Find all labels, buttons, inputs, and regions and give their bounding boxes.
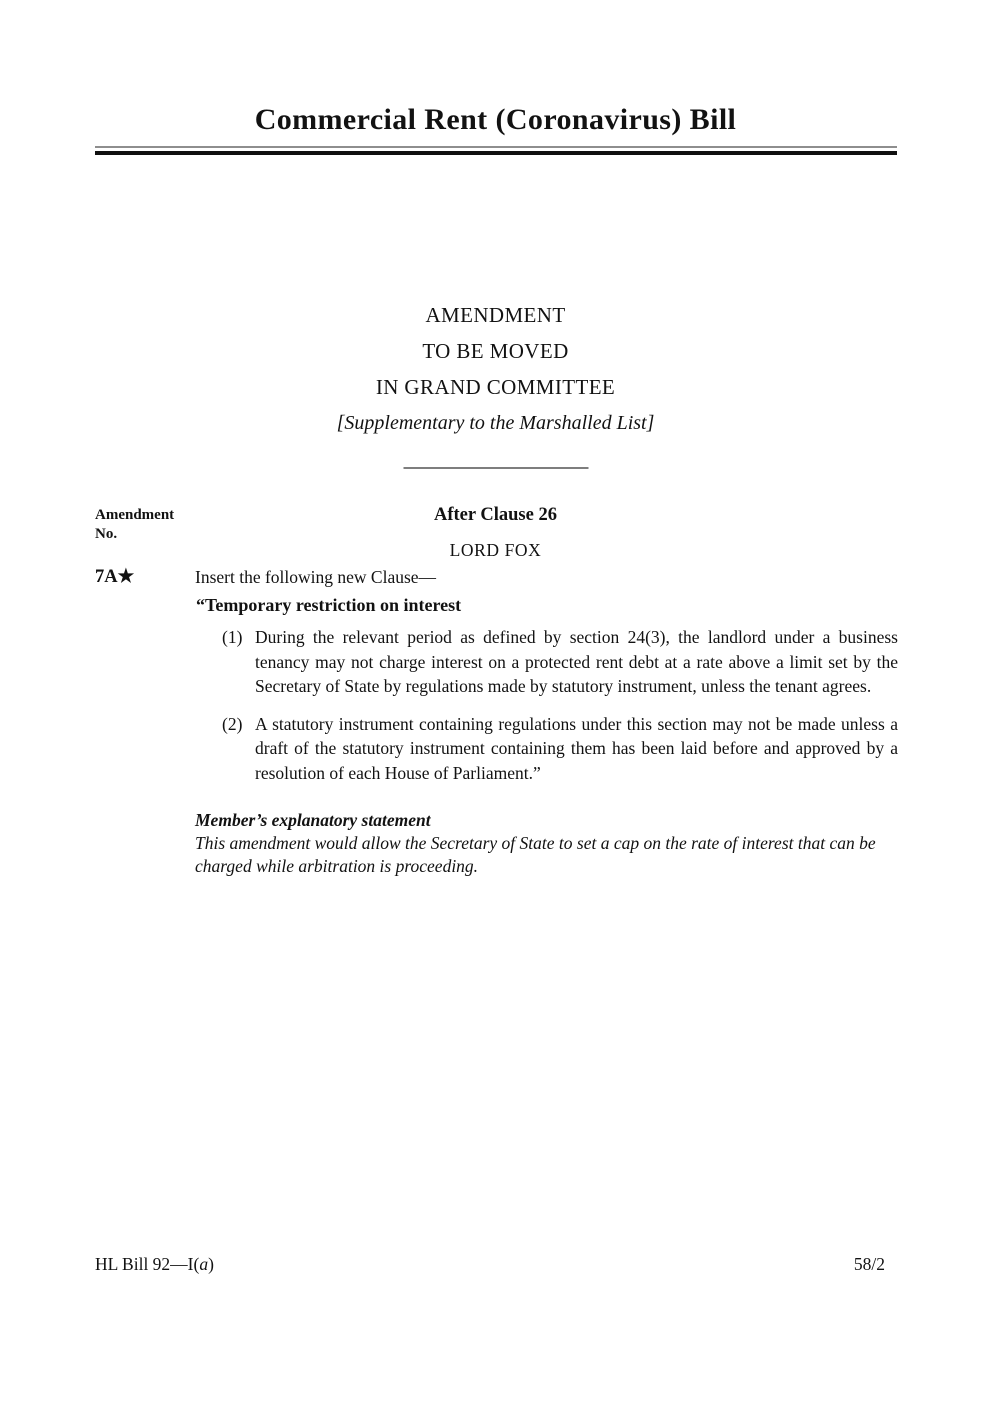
- title-rule-thick-line: [95, 151, 897, 155]
- amendment-no-label-line2: No.: [95, 526, 118, 542]
- bill-reference: [95, 1254, 214, 1275]
- title-rule-thin-line: [95, 146, 897, 148]
- after-clause-heading: After Clause 26: [434, 505, 557, 525]
- bill-reference-italic-a: a: [199, 1254, 209, 1274]
- notice-line-amendment: AMENDMENT: [425, 303, 566, 327]
- amendment-number: 7A★: [95, 567, 135, 587]
- clause-paragraph: [222, 712, 898, 786]
- notice-subtitle: [Supplementary to the Marshalled List]: [336, 412, 655, 434]
- explanatory-statement-heading: Member’s explanatory statement: [195, 810, 431, 830]
- clause-paragraphs: [222, 625, 898, 786]
- bill-reference-suffix: ): [208, 1254, 214, 1274]
- paragraph-text: A statutory instrument containing regulations under this section may not be made unless a draft of the statutory instrument containing them has been laid before and approved by a resolution of each House of Parliament.”: [255, 713, 898, 783]
- explanatory-statement-text: This amendment would allow the Secretary of State to set a cap on the rate of interest that can be charged while arbitration is proceeding.: [195, 833, 876, 876]
- bill-title: Commercial Rent (Coronavirus) Bill: [254, 103, 737, 136]
- paragraph-number: (2): [222, 713, 243, 734]
- notice-line-committee: IN GRAND COMMITTEE: [375, 375, 616, 399]
- clause-paragraph: [222, 625, 898, 699]
- new-clause-title: “Temporary restriction on interest: [196, 595, 462, 615]
- paragraph-number: (1): [222, 627, 243, 647]
- notice-line-to-be-moved: TO BE MOVED: [422, 339, 569, 363]
- notice-block: [0, 303, 991, 435]
- section-divider-rule: [403, 467, 588, 469]
- page-footer: [95, 1254, 885, 1275]
- bill-reference-prefix: HL Bill 92—I(: [95, 1254, 200, 1274]
- title-double-rule: [95, 146, 897, 155]
- amendment-no-label-line1: Amendment: [95, 507, 175, 523]
- sheet-number: 58/2: [853, 1254, 885, 1274]
- amendment-instruction: Insert the following new Clause—: [195, 567, 437, 587]
- mover-name: LORD FOX: [449, 540, 542, 560]
- paragraph-text: During the relevant period as defined by section 24(3), the landlord under a business tenancy may not charge interest on a protected rent debt at a rate above a limit set by the Secretary of State by regulations made by statutory instrument, unless the tenant agrees.: [255, 627, 898, 697]
